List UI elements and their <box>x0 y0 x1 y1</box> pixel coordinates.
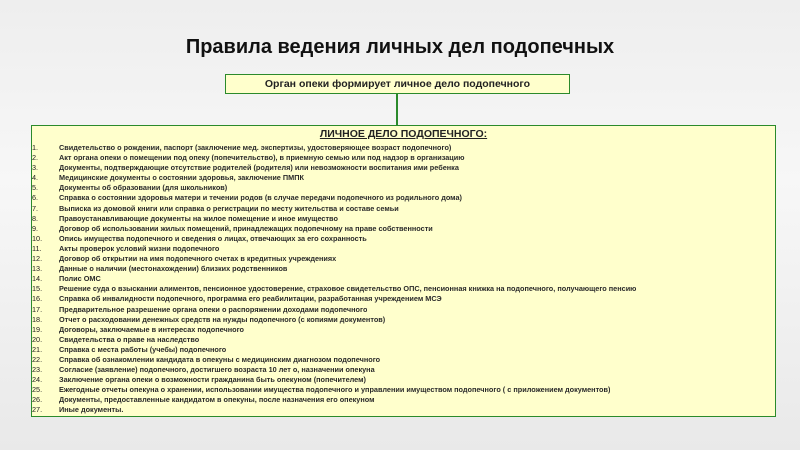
list-item-text: Предварительное разрешение органа опеки о распоряжении доходами подопечного <box>59 304 368 314</box>
list-item-number: 16. <box>32 294 43 304</box>
list-item-text: Акт органа опеки о помещении под опеку (попечительство), в приемную семью или под надзор в организацию <box>59 153 465 163</box>
list-item-number: 2. <box>32 153 39 163</box>
list-item-text: Свидетельства о праве на наследство <box>59 334 200 344</box>
list-item-number: 22. <box>32 354 43 364</box>
list-item-text: Решение суда о взыскании алиментов, пенсионное удостоверение, страховое свидетельство ОПС, пенсионная книжка на подопечного, получающего пенсию <box>59 284 637 294</box>
list-item <box>32 183 769 193</box>
list-item-text: Правоустанавливающие документы на жилое помещение и иное имущество <box>59 213 338 223</box>
case-file-box <box>31 125 776 417</box>
list-item-text: Согласие (заявление) подопечного, достигшего возраста 10 лет о, назначении опекуна <box>59 365 375 375</box>
list-item-number: 11. <box>32 243 42 253</box>
list-item-number: 18. <box>32 314 43 324</box>
slide-title: Правила ведения личных дел подопечных <box>185 36 615 58</box>
list-item <box>32 375 769 385</box>
list-item <box>32 163 769 173</box>
list-item <box>32 264 769 274</box>
list-item <box>32 335 769 345</box>
case-file-heading: ЛИЧНОЕ ДЕЛО ПОДОПЕЧНОГО: <box>319 128 488 140</box>
list-item-text: Договоры, заключаемые в интересах подопечного <box>59 324 245 334</box>
list-item <box>32 244 769 254</box>
list-item-number: 10. <box>32 233 43 243</box>
list-item <box>32 385 769 395</box>
list-item-number: 5. <box>32 183 39 193</box>
list-item-text: Акты проверок условий жизни подопечного <box>59 243 220 253</box>
list-item <box>32 173 769 183</box>
list-item-text: Свидетельство о рождении, паспорт (заключение мед. экспертизы, удостоверяющее возраст подопечного) <box>59 143 452 152</box>
list-item-text: Документы, предоставленные кандидатом в опекуны, после назначения его опекуном <box>59 395 375 405</box>
list-item <box>32 224 769 234</box>
list-item-text: Ежегодные отчеты опекуна о хранении, использовании имущества подопечного и управлении имуществом подопечного ( с приложением документов) <box>59 385 611 395</box>
list-item-number: 3. <box>32 163 39 173</box>
list-item-text: Заключение органа опеки о возможности гражданина быть опекуном (попечителем) <box>59 375 366 385</box>
list-item-number: 1. <box>32 143 39 152</box>
subtitle-box <box>225 74 570 94</box>
list-item-number: 7. <box>32 203 39 213</box>
list-item <box>32 214 769 224</box>
list-item-text: Справка о состоянии здоровья матери и течении родов (в случае передачи подопечного из родильного дома) <box>59 193 462 203</box>
list-item <box>32 204 769 214</box>
list-item-number: 23. <box>32 365 43 375</box>
list-item-number: 6. <box>32 193 39 203</box>
list-item-text: Иные документы. <box>59 405 124 415</box>
list-item-number: 14. <box>32 274 43 284</box>
list-item <box>32 365 769 375</box>
connector-line <box>396 94 398 125</box>
list-item-text: Выписка из домовой книги или справка о регистрации по месту жительства и составе семьи <box>59 203 399 213</box>
list-item-text: Полис ОМС <box>59 274 101 284</box>
list-item-text: Справка об ознакомлении кандидата в опекуны с медицинским диагнозом подопечного <box>59 354 381 364</box>
list-item-number: 19. <box>32 324 43 334</box>
list-item-number: 21. <box>32 344 43 354</box>
list-item <box>32 345 769 355</box>
list-item <box>32 143 769 153</box>
list-item-number: 25. <box>32 385 43 395</box>
list-item-number: 12. <box>32 254 43 264</box>
list-item-number: 26. <box>32 395 43 405</box>
document-list <box>32 143 769 416</box>
list-item-number: 15. <box>32 284 43 294</box>
list-item-number: 8. <box>32 213 39 223</box>
list-item <box>32 274 769 284</box>
list-item-number: 27. <box>32 405 43 415</box>
list-item-number: 4. <box>32 173 39 183</box>
list-item-number: 9. <box>32 223 39 233</box>
list-item <box>32 325 769 335</box>
list-item-text: Справка с места работы (учебы) подопечного <box>59 344 227 354</box>
list-item <box>32 234 769 244</box>
list-item-number: 20. <box>32 334 43 344</box>
list-item-text: Опись имущества подопечного и сведения о лицах, отвечающих за его сохранность <box>59 233 367 243</box>
list-item <box>32 294 769 304</box>
list-item <box>32 305 769 315</box>
list-item-text: Документы об образовании (для школьников) <box>59 183 228 193</box>
list-item-text: Медицинские документы о состоянии здоровья, заключение ПМПК <box>59 173 304 183</box>
list-item <box>32 254 769 264</box>
list-item <box>32 405 769 415</box>
subtitle-text: Орган опеки формирует личное дело подопечного <box>264 78 531 90</box>
list-item-number: 17. <box>32 304 43 314</box>
list-item-text: Договор об использовании жилых помещений, принадлежащих подопечному на праве собственности <box>59 223 433 233</box>
list-item <box>32 315 769 325</box>
list-item-text: Документы, подтверждающие отсутствие родителей (родителя) или невозможности воспитания ими ребенка <box>59 163 459 173</box>
list-item-number: 24. <box>32 375 43 385</box>
list-item-text: Данные о наличии (местонахождении) близких родственников <box>59 264 288 274</box>
list-item-text: Отчет о расходовании денежных средств на нужды подопечного (с копиями документов) <box>59 314 386 324</box>
list-item <box>32 395 769 405</box>
list-item <box>32 355 769 365</box>
list-item <box>32 193 769 203</box>
list-item <box>32 153 769 163</box>
list-item <box>32 284 769 294</box>
list-item-text: Справка об инвалидности подопечного, программа его реабилитации, разработанная учреждением МСЭ <box>59 294 442 304</box>
list-item-text: Договор об открытии на имя подопечного счетах в кредитных учреждениях <box>59 254 337 264</box>
list-item-number: 13. <box>32 264 43 274</box>
